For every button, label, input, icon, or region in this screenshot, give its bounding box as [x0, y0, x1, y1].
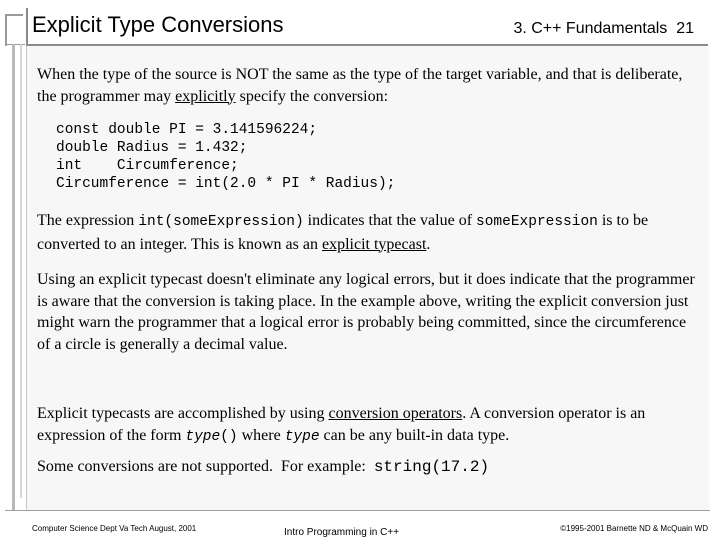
frame-corner-decoration — [5, 14, 23, 46]
operators-text-2: . A conversion operator is an expression of the form — [37, 405, 646, 444]
code-line: double Radius = 1.432; — [56, 140, 248, 156]
typecast-paragraph: Using an explicit typecast doesn't eliminate any logical errors, but it does indicate that the programmer is aware that the conversion is taking place. In the example above, writing the explicit conversion just might warn the programmer that a logical error is probably being committed, since the circumference of a circle is generally a decimal value. — [37, 271, 695, 353]
intro-text-2: specify the conversion: — [235, 87, 389, 105]
footer-right: ©1995-2001 Barnette ND & McQuain WD — [560, 524, 708, 533]
intro-paragraph — [37, 64, 702, 107]
left-bar-decoration — [12, 44, 15, 510]
page-number: 21 — [676, 20, 694, 37]
intro-underlined-term: explicitly — [175, 87, 236, 105]
footer-rule — [5, 510, 710, 511]
inline-code-int: int(someExpression) — [138, 214, 304, 230]
code-line: const double PI = 3.141596224; — [56, 122, 318, 138]
conversion-operators-term: conversion operators — [328, 405, 463, 422]
slide-title: Explicit Type Conversions — [32, 12, 284, 37]
header-rule-decoration — [5, 44, 25, 45]
code-example — [56, 121, 395, 193]
section-label: 3. C++ Fundamentals — [513, 20, 668, 37]
operators-text-1: Explicit typecasts are accomplished by using — [37, 405, 329, 422]
expression-text-2: indicates that the value of — [303, 212, 477, 229]
expression-paragraph — [37, 210, 702, 255]
expression-text-4: . — [426, 235, 431, 253]
explicit-typecast-term: explicit typecast — [321, 235, 427, 253]
code-line: Circumference = int(2.0 * PI * Radius); — [56, 176, 396, 192]
code-line: int Circumference; — [56, 158, 239, 174]
form-type-word: type — [185, 428, 221, 445]
left-bar-decoration-inner — [20, 44, 22, 498]
operators-text-3: where — [237, 426, 285, 444]
expression-text-1: The expression — [37, 212, 139, 229]
form-parentheses: () — [220, 428, 238, 445]
operators-text-4: can be any built-in data type. — [319, 426, 510, 444]
unsupported-text: Some conversions are not supported. For example: — [37, 458, 374, 475]
inline-code-string: string(17.2) — [373, 458, 490, 476]
footer-center: Intro Programming in C++ — [284, 527, 400, 538]
inline-code-someexpression: someExpression — [476, 214, 598, 230]
slide-section-header — [513, 20, 694, 38]
unsupported-paragraph — [37, 456, 702, 479]
footer-left: Computer Science Dept Va Tech August, 2001 — [32, 524, 197, 533]
operators-paragraph — [37, 403, 702, 448]
where-type-word: type — [284, 428, 320, 445]
expression-text-3: is to be converted to an integer. This is known as an — [37, 212, 649, 253]
intro-text-1: When the type of the source is NOT the same as the type of the target variable, and that is deliberate, the programmer may — [37, 66, 683, 105]
